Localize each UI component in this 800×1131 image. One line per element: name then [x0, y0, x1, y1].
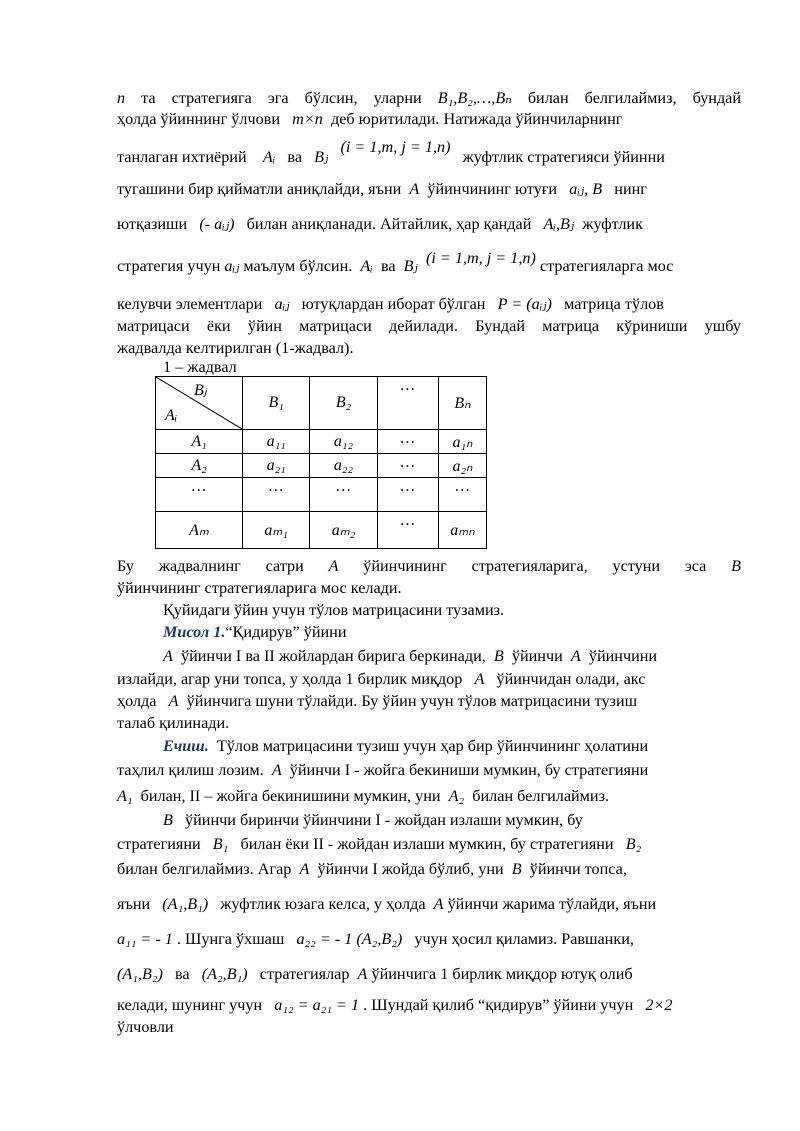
math-a: A: [357, 965, 368, 983]
text: тугашини бир қийматли аниқлайди, яъни: [117, 180, 402, 198]
text: билан аниқланади. Айтайлик, ҳар қандай: [246, 215, 532, 233]
example-heading: [163, 622, 787, 642]
paragraph-line-4: [117, 179, 741, 199]
math-a2b1: (A₂,B₁): [201, 965, 248, 983]
math-a12: a₁₂ = a₂₁ = 1: [274, 996, 360, 1014]
math-n: n: [117, 89, 126, 107]
table-row: [156, 478, 487, 512]
table-cell: aₘ₂: [310, 512, 377, 549]
header-cell: Bₙ: [438, 377, 486, 430]
text: ўйинчи I жойда бўлиб, уни: [317, 860, 504, 878]
math-b: B: [731, 557, 742, 575]
table-cell: …: [438, 478, 486, 512]
math-a11: a₁₁ = - 1: [117, 930, 173, 948]
paragraph-line-20: [117, 786, 741, 806]
paragraph-line-21: [163, 810, 741, 830]
math-a: A: [570, 647, 581, 665]
text: ўйинчи: [511, 647, 563, 665]
header-cell: …: [377, 377, 438, 430]
paragraph-line-28: ўлчовли: [117, 1018, 174, 1036]
table-row: [156, 512, 487, 549]
paragraph-line-24: [117, 894, 741, 914]
text: ўйинчи топса,: [529, 860, 627, 878]
text: ва: [380, 257, 396, 275]
table-corner-cell: [156, 377, 243, 430]
row-label: A₁: [156, 430, 243, 454]
math-bj: Bⱼ: [314, 148, 329, 166]
text: ва: [175, 965, 190, 983]
math-2x2: 2×2: [645, 996, 673, 1014]
text: излайди, агар уни топса, у ҳолда 1 бирлик миқдор: [117, 670, 463, 688]
table-cell: a₂₂: [310, 454, 377, 478]
math-a1b1: (A₁,B₁): [162, 895, 209, 913]
text: Тўлов матрицасини тузиш учун ҳар бир ўйинчининг ҳолатини: [216, 737, 649, 755]
text: Бу жадвалнинг сатри: [117, 557, 304, 575]
table-cell: a₁₁: [243, 430, 310, 454]
payoff-matrix-table: [155, 376, 487, 549]
math-b2: B₂: [625, 835, 642, 853]
table-cell: a₂ₙ: [438, 454, 486, 478]
text: ўйинчини: [588, 647, 658, 665]
row-label: Aₘ: [156, 512, 243, 549]
text: . Шундай қилиб “қидирув” ўйини учун: [363, 996, 634, 1014]
paragraph-line-19: [117, 760, 741, 780]
text: келувчи элементлари: [117, 295, 263, 313]
corner-ai: Aᵢ: [165, 407, 178, 424]
text: ўйинчи биринчи ўйинчини I - жойдан излаши мумкин, бу: [185, 811, 583, 829]
paragraph-line-2: [117, 109, 741, 129]
text: деб юритилади. Натижада ўйинчиларнинг: [330, 110, 623, 128]
math-a: A: [271, 761, 282, 779]
table-row: [156, 430, 487, 454]
paragraph-line-23: [117, 859, 741, 879]
text: билан ёки II - жойдан излаши мумкин, бу стратегияни: [240, 835, 614, 853]
math-a: A: [168, 692, 179, 710]
text: ўйинчига 1 бирлик миқдор ютуқ олиб: [371, 965, 633, 983]
math-range: (i = 1,m, j = 1,n): [340, 138, 451, 156]
table-cell: …: [377, 430, 438, 454]
paragraph-line-5: [117, 214, 741, 234]
table-cell: …: [377, 512, 438, 549]
text: та стратегияга эга бўлсин, уларни: [141, 89, 422, 107]
paragraph-line-26: [117, 964, 741, 984]
math-range: (i = 1,m, j = 1,n): [425, 249, 536, 267]
math-a: A: [328, 557, 339, 575]
table-header-row: [156, 377, 487, 430]
row-label: A₂: [156, 454, 243, 478]
math-aibj: Aᵢ,Bⱼ: [543, 215, 575, 233]
table-cell: …: [377, 478, 438, 512]
text: ўйинчи I - жойга бекиниши мумкин, бу стратегияни: [289, 761, 649, 779]
paragraph-line-8: матрицаси ёки ўйин матрицаси дейилади. Бундай матрица кўриниши ушбу: [117, 317, 741, 335]
text: ютқазиши: [117, 215, 188, 233]
text: яъни: [117, 895, 151, 913]
math-mxn: m×n: [292, 110, 323, 128]
math-a22: a₂₂ = - 1 (A₂,B₂): [296, 930, 403, 948]
text: ўйинчидан олади, акс: [496, 670, 646, 688]
text: таҳлил қилиш лозим.: [117, 761, 264, 779]
text: ўйинчи жарима тўлайди, яъни: [447, 895, 657, 913]
table-cell: a₁ₙ: [438, 430, 486, 454]
paragraph-line-9: жадвалда келтирилган (1-жадвал).: [117, 339, 354, 357]
math-ai: Aᵢ: [360, 257, 373, 275]
math-a: A: [433, 895, 444, 913]
paragraph-line-18: [163, 736, 741, 756]
text: стратегияни: [117, 835, 201, 853]
text: жуфтлик стратегияси ўйинни: [462, 148, 665, 166]
paragraph-line-12: Қуйидаги ўйин учун тўлов матрицасини тузамиз.: [163, 601, 505, 619]
header-cell: B₂: [310, 377, 377, 430]
example-title: “Қидирув” ўйини: [225, 623, 347, 641]
paragraph-line-10: [117, 556, 741, 576]
math-b-set: B₁,B₂,…,Bₙ: [437, 89, 512, 107]
text: ўйинчи I ва II жойлардан бирига беркинади,: [180, 647, 486, 665]
table-cell: a₂₁: [243, 454, 310, 478]
text: ҳолда: [117, 692, 157, 710]
text: ҳолда ўйиннинг ўлчови: [117, 110, 280, 128]
math-a: A: [474, 670, 485, 688]
math-a: A: [163, 647, 173, 665]
table-cell: …: [377, 454, 438, 478]
paragraph-line-14: [163, 646, 741, 666]
table-cell: …: [243, 478, 310, 512]
text: ўйинчининг стратегияларига, устуни эса: [363, 557, 707, 575]
paragraph-line-25: [117, 929, 741, 949]
table-cell: aₘ₁: [243, 512, 310, 549]
solution-label: Ечиш.: [163, 737, 209, 755]
paragraph-line-7: [117, 294, 741, 314]
paragraph-line-17: талаб қилинади.: [117, 714, 230, 732]
header-cell: B₁: [243, 377, 310, 430]
text: билан белгилаймиз, бундай: [527, 89, 742, 107]
text: . Шунга ўхшаш: [176, 930, 285, 948]
math-p-matrix: P = (aᵢⱼ): [497, 295, 552, 313]
text: жуфтлик: [582, 215, 643, 233]
paragraph-line-6: [117, 249, 741, 276]
paragraph-line-1: [117, 88, 741, 108]
math-a: A: [409, 180, 420, 198]
math-b: B: [511, 860, 522, 878]
table-cell: a₁₂: [310, 430, 377, 454]
text: билан белгилаймиз. Агар: [117, 860, 292, 878]
text: билан, II – жойга бекинишини мумкин, уни: [140, 787, 441, 805]
text: стратегияларга мос: [539, 257, 674, 275]
text: стратегиялар: [259, 965, 350, 983]
paragraph-line-16: [117, 691, 741, 711]
text: нинг: [614, 180, 647, 198]
table-caption: 1 – жадвал: [163, 358, 237, 376]
paragraph-line-11: ўйинчининг стратегияларига мос келади.: [117, 579, 402, 597]
text: ўйинчига шуни тўлайди. Бу ўйин учун тўлов матрицасини тузиш: [186, 692, 638, 710]
paragraph-line-27: [117, 995, 741, 1015]
text: ютуқлардан иборат бўлган: [301, 295, 486, 313]
math-aij-b: aᵢⱼ, B: [569, 180, 603, 198]
text: маълум бўлсин.: [243, 257, 353, 275]
text: жуфтлик юзага келса, у ҳолда: [220, 895, 426, 913]
table-row: [156, 454, 487, 478]
math-aij: aᵢⱼ: [274, 295, 290, 313]
text: келади, шунинг учун: [117, 996, 263, 1014]
math-neg-aij: (- aᵢⱼ): [199, 215, 235, 233]
table-cell: …: [310, 478, 377, 512]
math-b1: B₁: [212, 835, 229, 853]
paragraph-line-15: [117, 669, 741, 689]
example-label: Мисол 1.: [163, 623, 226, 641]
text: учун ҳосил қиламиз. Равшанки,: [414, 930, 634, 948]
math-a1: A₁: [117, 787, 133, 805]
math-b: B: [493, 647, 504, 665]
math-bj: Bⱼ: [403, 257, 418, 275]
paragraph-line-22: [117, 834, 741, 854]
text: ва: [287, 148, 303, 166]
text: билан белгилаймиз.: [472, 787, 610, 805]
text: матрица тўлов: [564, 295, 664, 313]
math-a: A: [299, 860, 310, 878]
math-a1b2: (A₁,B₂): [117, 965, 163, 983]
table-cell: aₘₙ: [438, 512, 486, 549]
math-aij: aᵢⱼ: [224, 257, 240, 275]
paragraph-line-3: [117, 138, 741, 167]
text: стратегия учун: [117, 257, 221, 275]
math-b: B: [163, 811, 173, 829]
row-label: …: [156, 478, 243, 512]
text: танлаган ихтиёрий: [117, 148, 247, 166]
math-ai: Aᵢ: [262, 148, 276, 166]
text: ўйинчининг ютуғи: [427, 180, 558, 198]
math-a2: A₂: [448, 787, 465, 805]
corner-bj: Bⱼ: [194, 382, 207, 399]
